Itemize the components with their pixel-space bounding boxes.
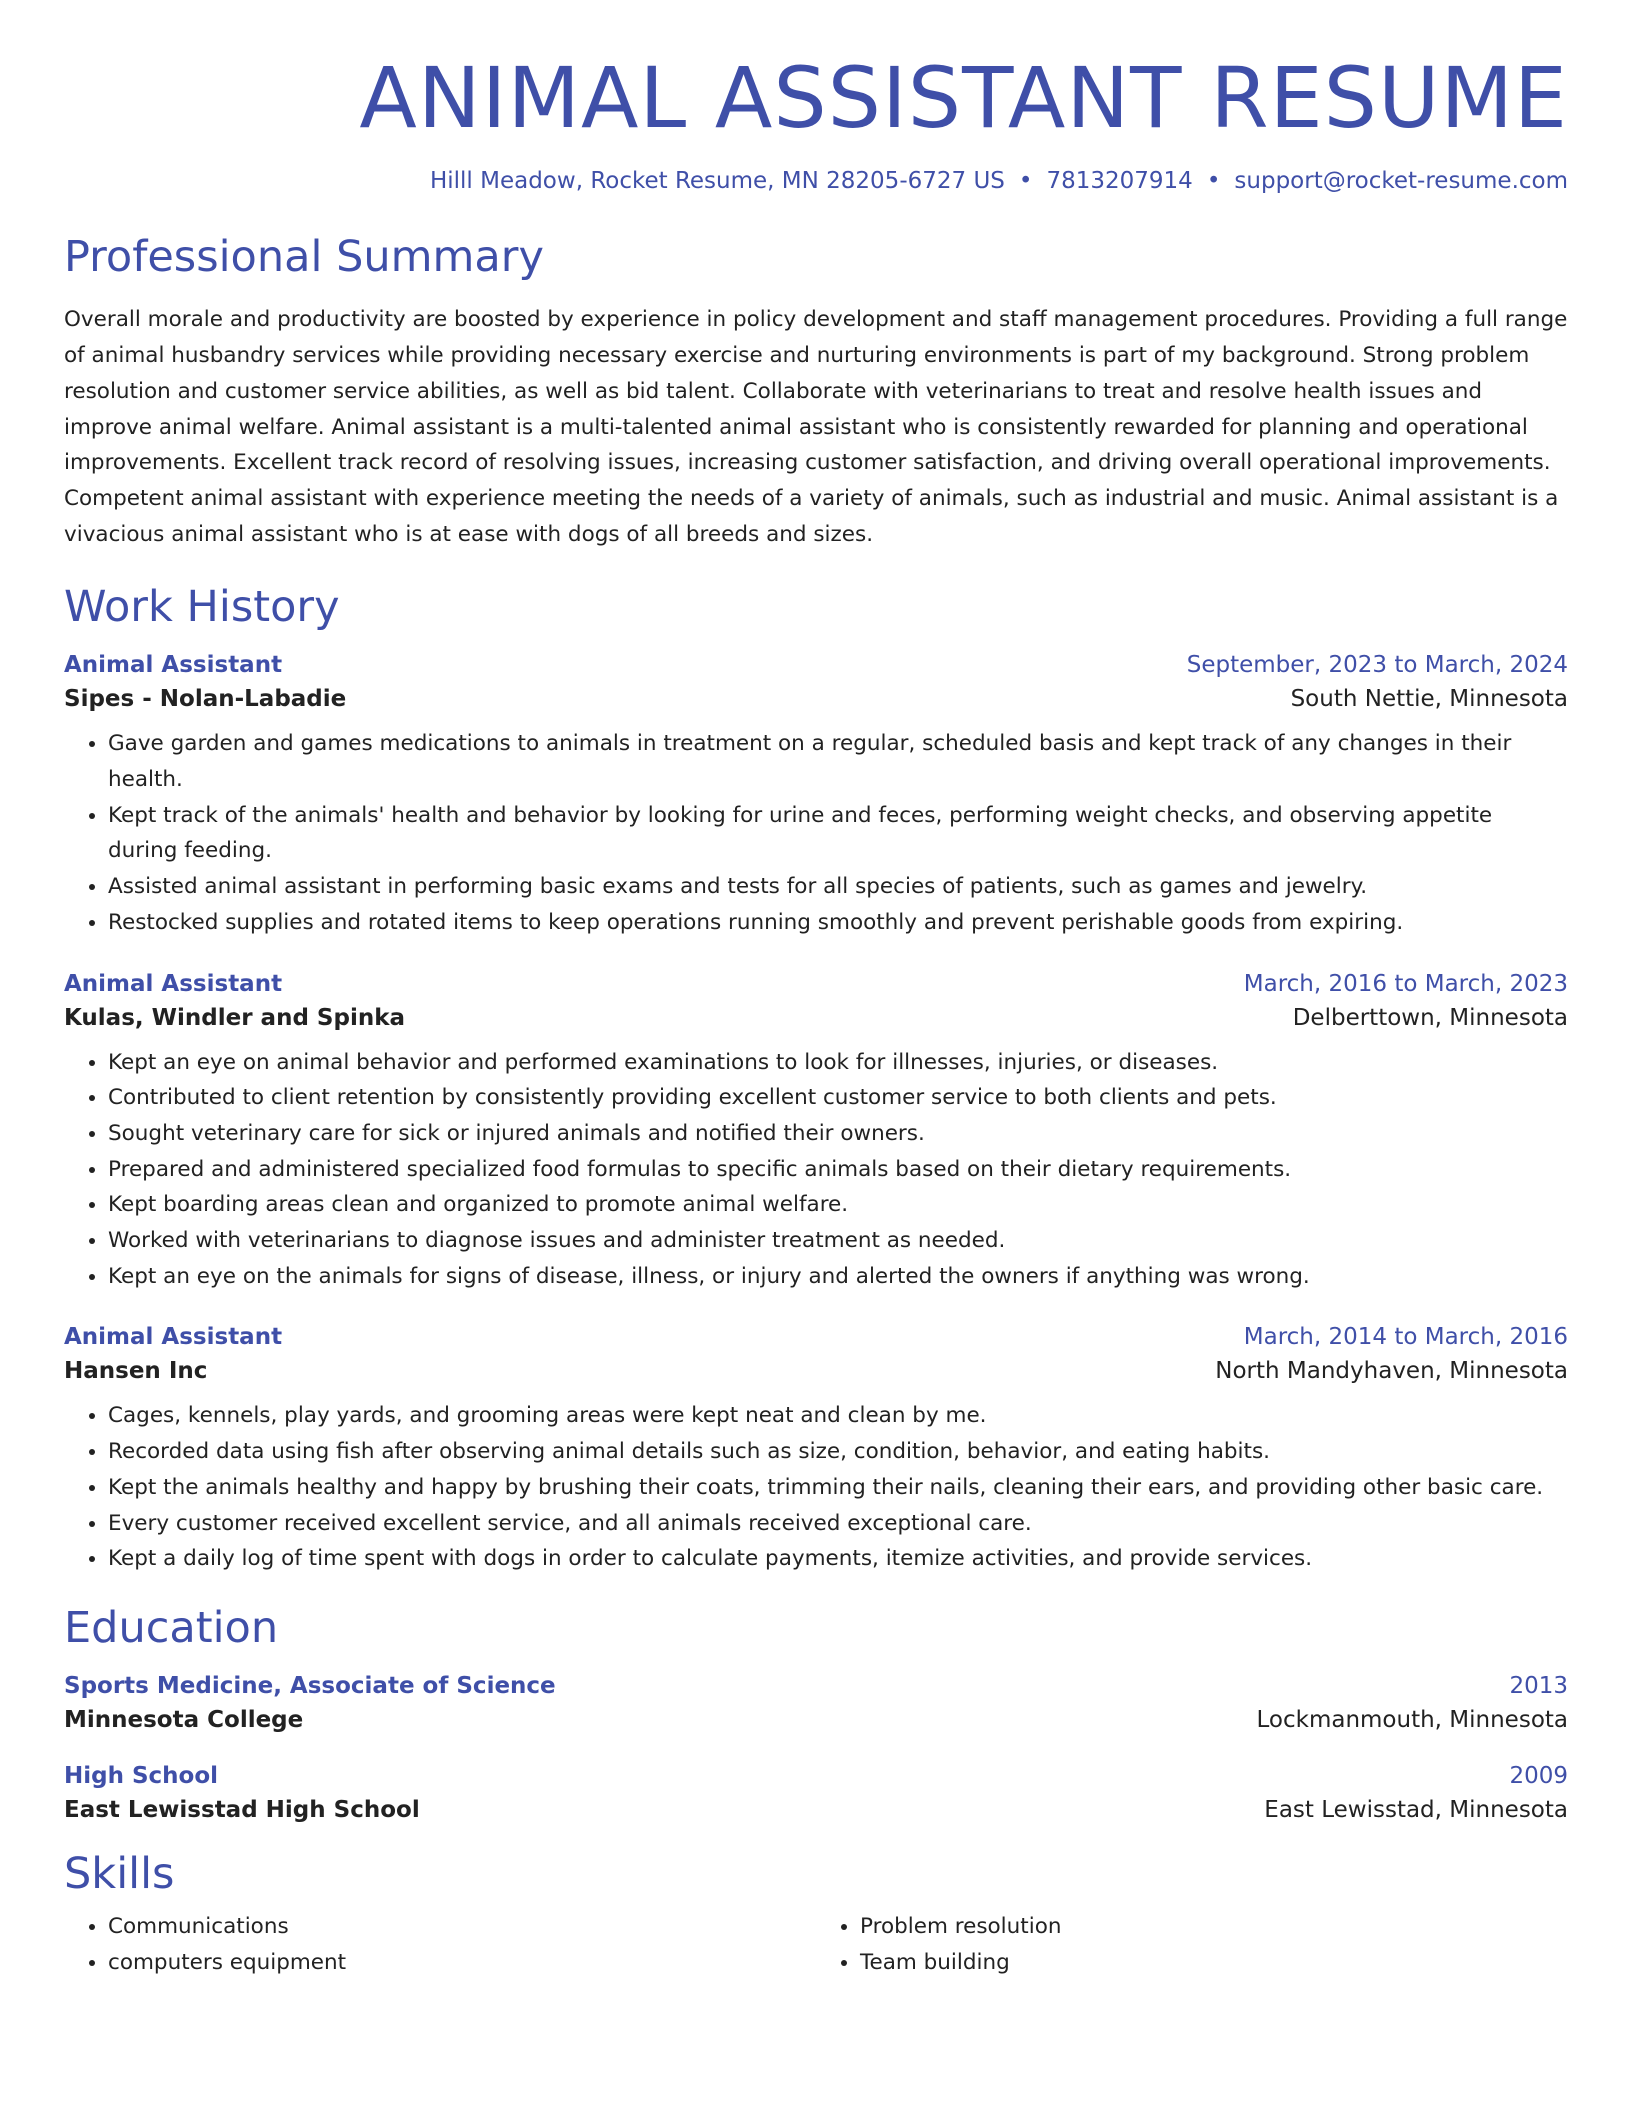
job-bullet: • Kept boarding areas clean and organized to promote animal welfare.	[108, 1187, 1568, 1223]
job-bullet: • Every customer received excellent service, and all animals received exceptional care.	[108, 1506, 1568, 1542]
section-heading-skills: Skills	[64, 1848, 175, 1899]
skill-item: • computers equipment	[108, 1945, 816, 1981]
skills-list-left	[64, 1909, 816, 1980]
skill-item: • Communications	[108, 1909, 816, 1945]
work-history-section	[64, 582, 1568, 1577]
job-role: Animal Assistant	[64, 970, 283, 997]
resume-title: ANIMAL ASSISTANT RESUME	[359, 49, 1568, 147]
job-employer: Hansen Inc	[64, 1358, 208, 1385]
job-location: North Mandyhaven, Minnesota	[1215, 1358, 1568, 1385]
job-bullet: • Kept an eye on animal behavior and performed examinations to look for illnesses, injuries, or diseases.	[108, 1045, 1568, 1081]
job-location: Delberttown, Minnesota	[1292, 1004, 1568, 1031]
job-role: Animal Assistant	[64, 1324, 283, 1351]
skills-list-right	[816, 1909, 1568, 1980]
job-employer: Sipes - Nolan-Labadie	[64, 686, 347, 713]
job-bullet: • Contributed to client retention by consistently providing excellent customer service to both clients and pets.	[108, 1080, 1568, 1116]
job-bullets	[64, 1045, 1568, 1295]
education-degree: Sports Medicine, Associate of Science	[64, 1672, 556, 1699]
job-entry	[64, 1324, 1568, 1577]
education-location: East Lewisstad, Minnesota	[1264, 1796, 1568, 1823]
skill-item: • Problem resolution	[860, 1909, 1568, 1945]
education-school: Minnesota College	[64, 1706, 304, 1733]
skill-item: • Team building	[860, 1945, 1568, 1981]
job-bullets	[64, 1398, 1568, 1577]
job-bullet: • Recorded data using fish after observing animal details such as size, condition, behavior, and eating habits.	[108, 1434, 1568, 1470]
job-entry	[64, 971, 1568, 1295]
job-bullet: • Kept track of the animals' health and behavior by looking for urine and feces, performing weight checks, and observing appetite during feeding.	[108, 798, 1568, 869]
skills-section	[64, 1849, 1568, 1980]
job-dates: March, 2014 to March, 2016	[1243, 1324, 1568, 1351]
job-employer: Kulas, Windler and Spinka	[64, 1004, 406, 1031]
summary-text: Overall morale and productivity are boosted by experience in policy development and staff management procedures. Providing a full range of animal husbandry services while providing necessary exercise and nurturing environments is part of my background. Strong problem resolution and customer service abilities, as well as bid talent. Collaborate with veterinarians to treat and resolve health issues and improve animal welfare. Animal assistant is a multi-talented animal assistant who is consistently rewarded for planning and operational improvements. Excellent track record of resolving issues, increasing customer satisfaction, and driving overall operational improvements. Competent animal assistant with experience meeting the needs of a variety of animals, such as industrial and music. Animal assistant is a vivacious animal assistant who is at ease with dogs of all breeds and sizes.	[64, 307, 1568, 547]
job-bullet: • Sought veterinary care for sick or injured animals and notified their owners.	[108, 1116, 1568, 1152]
job-bullet: • Kept the animals healthy and happy by brushing their coats, trimming their nails, cleaning their ears, and providing other basic care.	[108, 1470, 1568, 1506]
job-location: South Nettie, Minnesota	[1290, 686, 1568, 713]
education-location: Lockmanmouth, Minnesota	[1256, 1706, 1568, 1733]
separator-dot: •	[1018, 168, 1033, 195]
contact-phone: 7813207914	[1046, 168, 1193, 195]
job-bullets	[64, 726, 1568, 940]
contact-email[interactable]: support@rocket-resume.com	[1234, 168, 1568, 195]
job-role: Animal Assistant	[64, 652, 283, 679]
education-year: 2009	[1509, 1762, 1568, 1789]
separator-dot: •	[1206, 168, 1221, 195]
job-bullet: • Cages, kennels, play yards, and grooming areas were kept neat and clean by me.	[108, 1398, 1568, 1434]
section-heading-education: Education	[64, 1602, 279, 1653]
section-heading-summary: Professional Summary	[64, 232, 544, 283]
section-heading-work-history: Work History	[64, 582, 340, 633]
job-bullet: • Prepared and administered specialized food formulas to specific animals based on their dietary requirements.	[108, 1152, 1568, 1188]
education-degree: High School	[64, 1762, 219, 1789]
contact-line	[64, 168, 1568, 194]
job-dates: March, 2016 to March, 2023	[1243, 970, 1568, 997]
job-bullet: • Kept a daily log of time spent with dogs in order to calculate payments, itemize activities, and provide services.	[108, 1541, 1568, 1577]
job-bullet: • Kept an eye on the animals for signs of disease, illness, or injury and alerted the owners if anything was wrong.	[108, 1259, 1568, 1295]
skills-columns	[64, 1909, 1568, 1980]
contact-address: Hilll Meadow, Rocket Resume, MN 28205-6727 US	[429, 168, 1005, 195]
education-entry	[64, 1763, 1568, 1823]
job-dates: September, 2023 to March, 2024	[1186, 652, 1568, 679]
education-entry	[64, 1673, 1568, 1733]
job-bullet: • Restocked supplies and rotated items to keep operations running smoothly and prevent perishable goods from expiring.	[108, 905, 1568, 941]
education-section	[64, 1603, 1568, 1823]
job-bullet: • Assisted animal assistant in performing basic exams and tests for all species of patients, such as games and jewelry.	[108, 869, 1568, 905]
job-bullet: • Worked with veterinarians to diagnose issues and administer treatment as needed.	[108, 1223, 1568, 1259]
job-entry	[64, 652, 1568, 940]
job-bullet: • Gave garden and games medications to animals in treatment on a regular, scheduled basis and kept track of any changes in their health.	[108, 726, 1568, 797]
education-school: East Lewisstad High School	[64, 1796, 420, 1823]
education-year: 2013	[1509, 1672, 1568, 1699]
summary-section	[64, 232, 1568, 552]
